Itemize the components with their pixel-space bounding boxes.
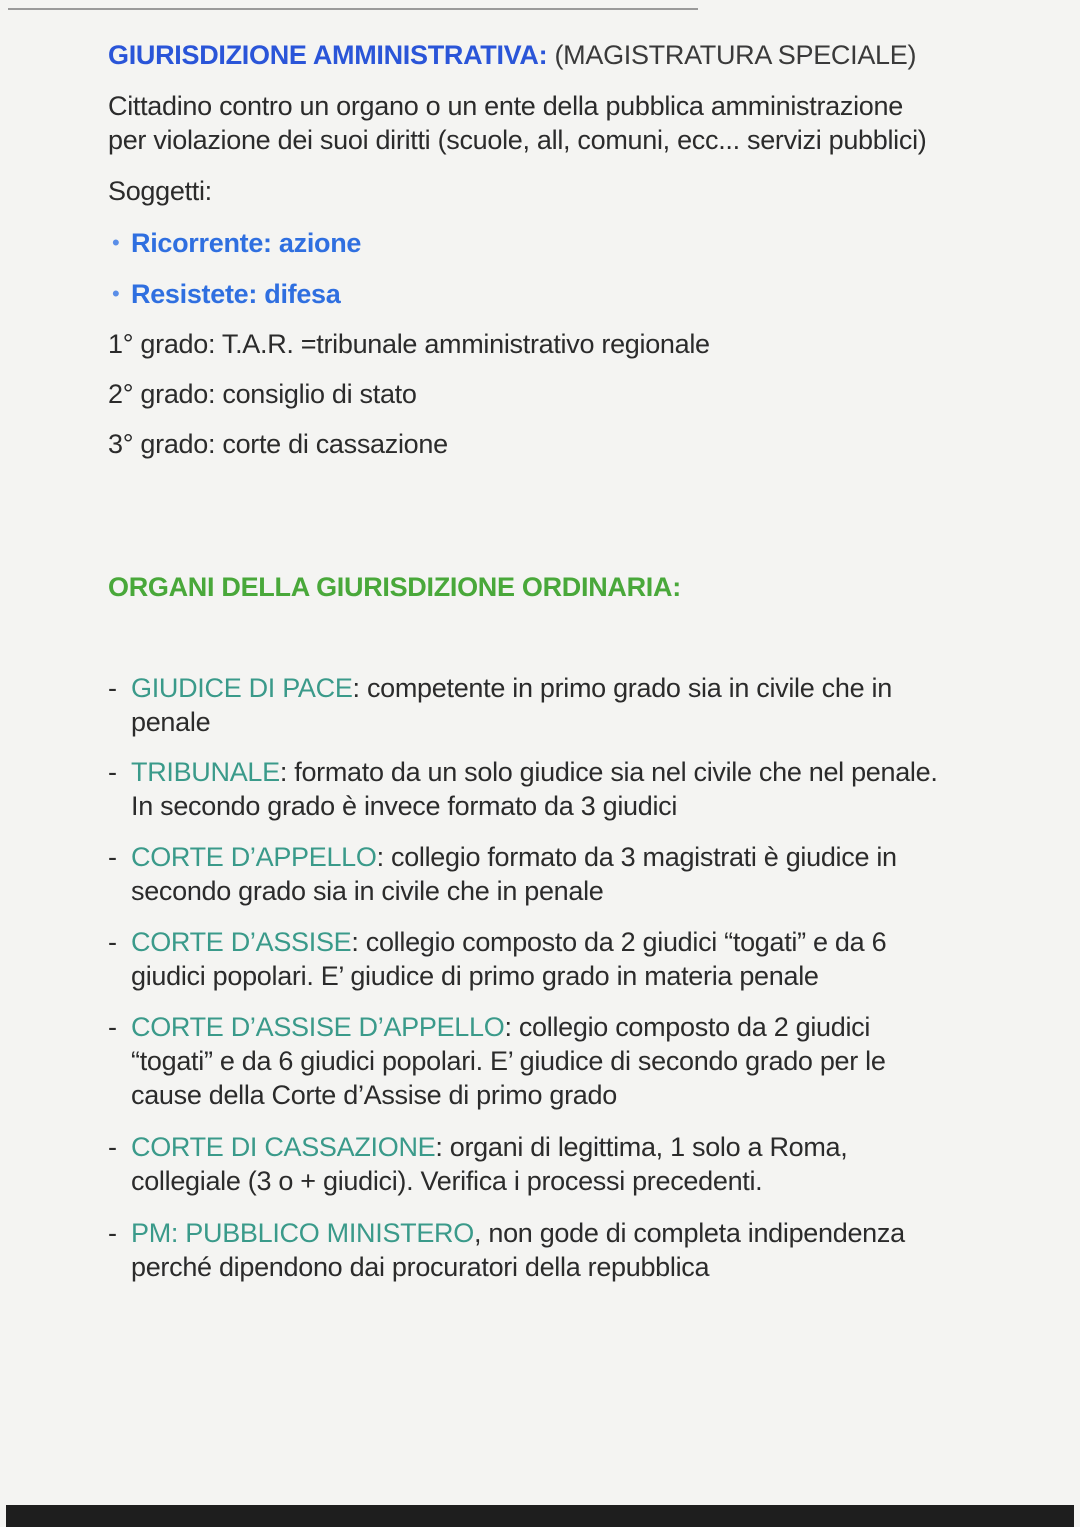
grade-3: 3° grado: corte di cassazione (108, 429, 448, 459)
subject-ricorrente: Ricorrente: azione (131, 228, 362, 258)
dash-icon: - (108, 1012, 117, 1042)
organ-corte-assise (131, 925, 886, 959)
organ-corte-appello (131, 840, 897, 874)
organ-text-continued: penale (131, 707, 211, 737)
dash-icon: - (108, 842, 117, 872)
organ-text-continued: cause della Corte d’Assise di primo grado (131, 1080, 617, 1110)
top-rule (8, 8, 698, 10)
organ-pubblico-ministero (131, 1216, 905, 1250)
organ-text-continued: collegiale (3 o + giudici). Verifica i processi precedenti. (131, 1166, 763, 1196)
organ-text: : collegio formato da 3 magistrati è giudice in (376, 842, 897, 872)
organ-name: CORTE D’ASSISE D’APPELLO (131, 1012, 505, 1042)
organ-text: : collegio composto da 2 giudici (504, 1012, 871, 1042)
dash-icon: - (108, 757, 117, 787)
admin-heading-paren: (MAGISTRATURA SPECIALE) (554, 40, 917, 70)
organ-text: : formato da un solo giudice sia nel civile che nel penale. (279, 757, 938, 787)
grade-2: 2° grado: consiglio di stato (108, 379, 417, 409)
dash-icon: - (108, 1218, 117, 1248)
organ-text-continued: secondo grado sia in civile che in penale (131, 876, 604, 906)
organ-name: CORTE D’APPELLO (131, 842, 377, 872)
dash-icon: - (108, 927, 117, 957)
organ-text: : competente in primo grado sia in civile che in (352, 673, 892, 703)
bullet-icon: • (112, 230, 120, 255)
organ-name: TRIBUNALE (131, 757, 280, 787)
organ-text: , non gode di completa indipendenza (473, 1218, 905, 1248)
organ-text-continued: giudici popolari. E’ giudice di primo grado in materia penale (131, 961, 819, 991)
ordinary-heading: ORGANI DELLA GIURISDIZIONE ORDINARIA: (108, 572, 681, 602)
bottom-edge-bar (6, 1505, 1074, 1527)
dash-icon: - (108, 673, 117, 703)
organ-name: GIUDICE DI PACE (131, 673, 353, 703)
admin-description-line1: Cittadino contro un organo o un ente della pubblica amministrazione (108, 91, 903, 121)
admin-heading-line (108, 38, 916, 72)
admin-heading: GIURISDIZIONE AMMINISTRATIVA: (108, 40, 548, 70)
subjects-label: Soggetti: (108, 176, 212, 206)
admin-description-line2: per violazione dei suoi diritti (scuole, all, comuni, ecc... servizi pubblici) (108, 125, 927, 155)
bullet-icon: • (112, 281, 120, 306)
organ-text: : organi di legittima, 1 solo a Roma, (435, 1132, 848, 1162)
organ-tribunale (131, 755, 938, 789)
organ-giudice-di-pace (131, 671, 892, 705)
organ-name: CORTE DI CASSAZIONE (131, 1132, 436, 1162)
organ-name: CORTE D’ASSISE (131, 927, 352, 957)
organ-name: PM: PUBBLICO MINISTERO (131, 1218, 474, 1248)
organ-text-continued: In secondo grado è invece formato da 3 giudici (131, 791, 678, 821)
subject-resistete: Resistete: difesa (131, 279, 341, 309)
grade-1: 1° grado: T.A.R. =tribunale amministrativo regionale (108, 329, 710, 359)
organ-text-continued: perché dipendono dai procuratori della repubblica (131, 1252, 710, 1282)
organ-corte-cassazione (131, 1130, 847, 1164)
organ-text-continued: “togati” e da 6 giudici popolari. E’ giudice di secondo grado per le (131, 1046, 886, 1076)
dash-icon: - (108, 1132, 117, 1162)
organ-text: : collegio composto da 2 giudici “togati” e da 6 (351, 927, 887, 957)
organ-corte-assise-appello (131, 1010, 870, 1044)
